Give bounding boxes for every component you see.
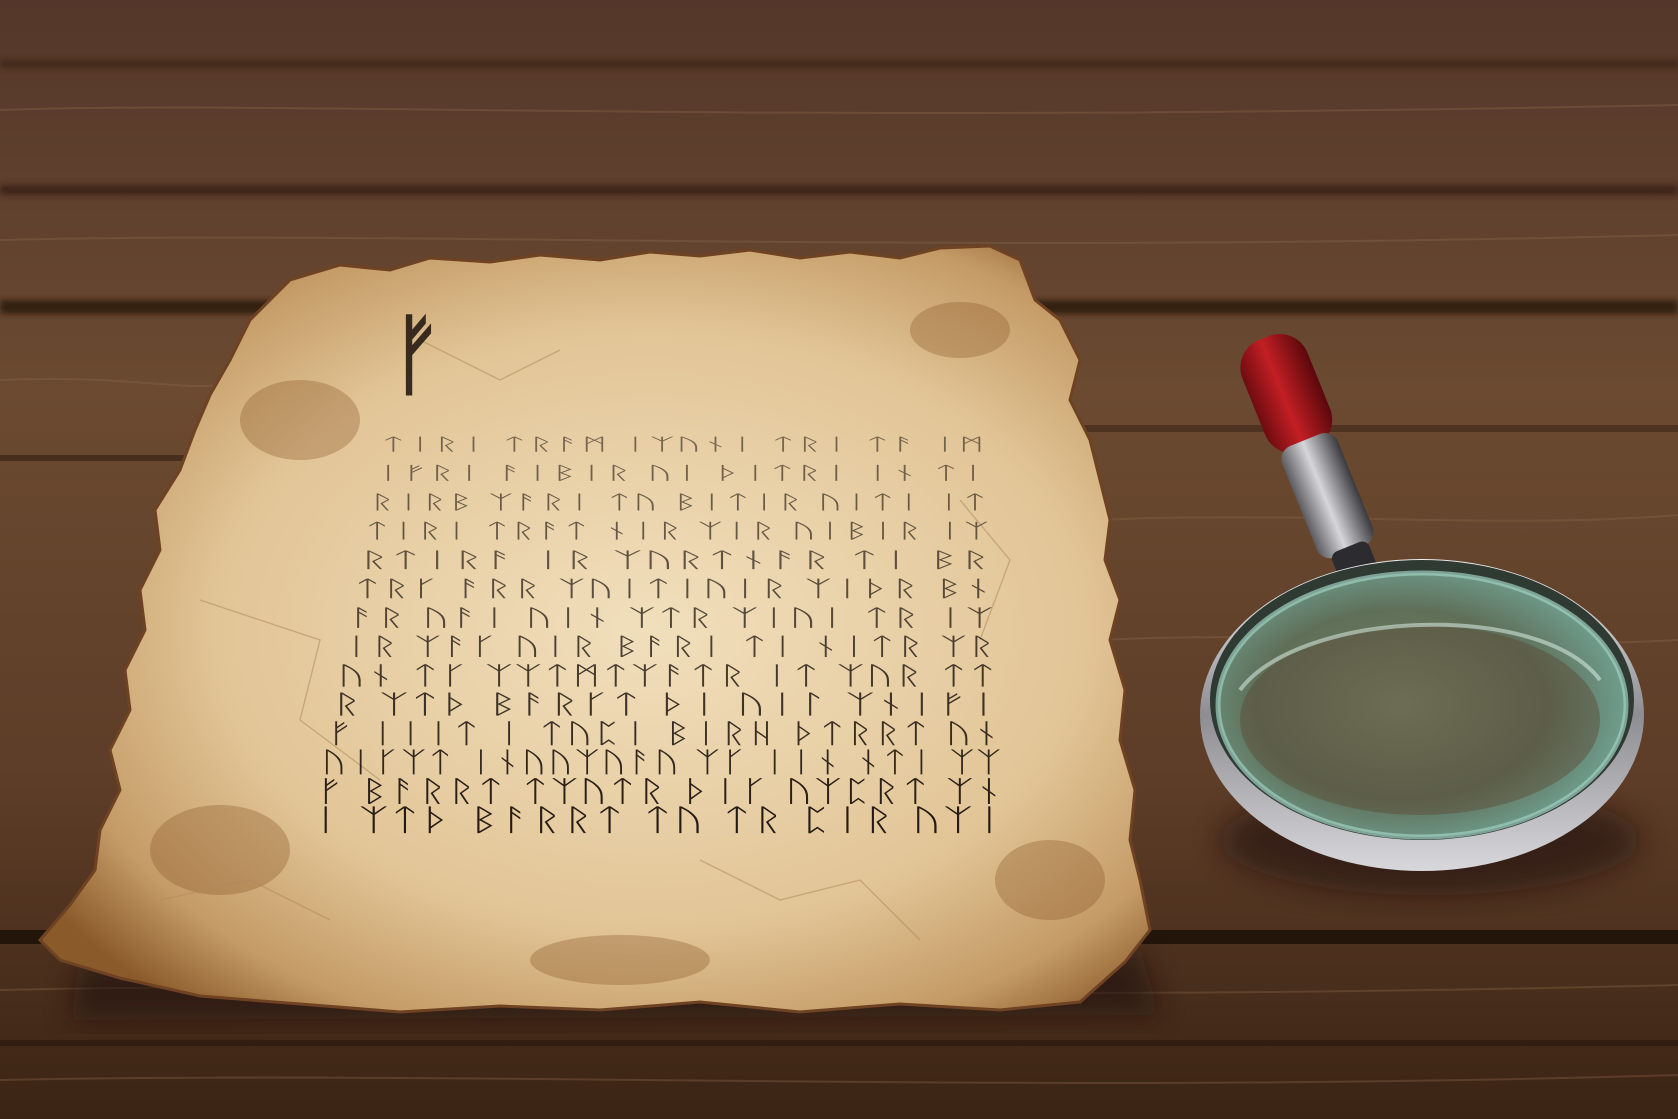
rune-line: ᚱ ᛉᛏᚦ ᛒᚨᚱᚴᛏ ᚦᛁ ᚢᛁᛚ ᛉᚾᛁᚠᛁ xyxy=(331,690,999,721)
rune-line: ᛁ ᛉᛏᚦ ᛒᚨᚱᚱᛏ ᛏᚢ ᛏᚱ ᛈᛁᚱ ᚢᛉᛁ xyxy=(310,803,1005,838)
rune-line: ᛏᛁᚱᛁ ᛏᚱᚨᛏ ᚾᛁᚱ ᛉᛁᚱ ᚢᛁᛒᛁᚱ ᛁᛉ xyxy=(363,518,990,543)
rune-line: ᛁᚱ ᛉᚨᚴ ᚢᛁᚱ ᛒᚨᚱᛁ ᛏᛁ ᚾᛁᛏᚱ ᛉᚱ xyxy=(342,632,996,661)
rune-text-block xyxy=(310,435,1005,838)
rune-line: ᚱᛁᚱᛒ ᛉᚨᚱᛁ ᛏᚢ ᛒᛁᛏᛁᚱ ᚢᛁᛏᛁ ᛁᛏ xyxy=(369,491,989,514)
rune-line: ᚠ ᛒᚨᚱᚱᛏ ᛏᛉᚢᛏᚱ ᚦᛁᚴ ᚢᛉᛈᚱᛏ ᛉᚾ xyxy=(315,773,1004,808)
rune-line: ᚠ ᛁᛁᛁᛏ ᛁ ᛏᚢᛈᛁ ᛒᛁᚱᚺ ᚦᛏᚱᚱᛏ ᚢᚾ xyxy=(326,718,1001,750)
rune-line: ᛏᚱᚴ ᚨᚱᚱ ᛉᚢᛁᛏᛁᚢᛁᚱ ᛉᛁᚦᚱ ᛒᚾ xyxy=(353,577,993,603)
rune-line: ᛏᛁᚱᛁ ᛏᚱᚨᛗ ᛁᛉᚢᚾᛁ ᛏᚱᛁ ᛏᚨ ᛁᛗ xyxy=(380,435,985,455)
rune-line: ᚢᚾ ᛏᚴ ᛉᛉᛏᛗᛏᛉᚨᛏᚱ ᛁᛏ ᛉᚢᚱ ᛏᛏ xyxy=(336,660,998,690)
rune-line: ᛁᚠᚱᛁ ᚨᛁᛒᛁᚱ ᚢᛁ ᚦᛁᛏᚱᛁ ᛁᚾ ᛏᛁ xyxy=(374,463,987,485)
rune-line: ᚱᛏᛁᚱᚨ ᛁᚱ ᛉᚢᚱᛏᚾᚨᚱ ᛏᛁ ᛒᚱ xyxy=(358,547,992,572)
rune-line: ᚨᚱ ᚢᚨᛁ ᚢᛁᚾ ᛉᛏᚱ ᛉᛁᚢᛁ ᛏᚱ ᛁᛉ xyxy=(347,605,995,632)
parchment-heading-rune: ᚠ xyxy=(390,303,443,406)
rune-line: ᚢᛁᚴᛉᛏ ᛁᚾᚢᚢᛉᚢᚨᚢ ᛉᚴ ᛁᛁᚾ ᚾᛏᛁ ᛉᛉ xyxy=(320,745,1002,779)
